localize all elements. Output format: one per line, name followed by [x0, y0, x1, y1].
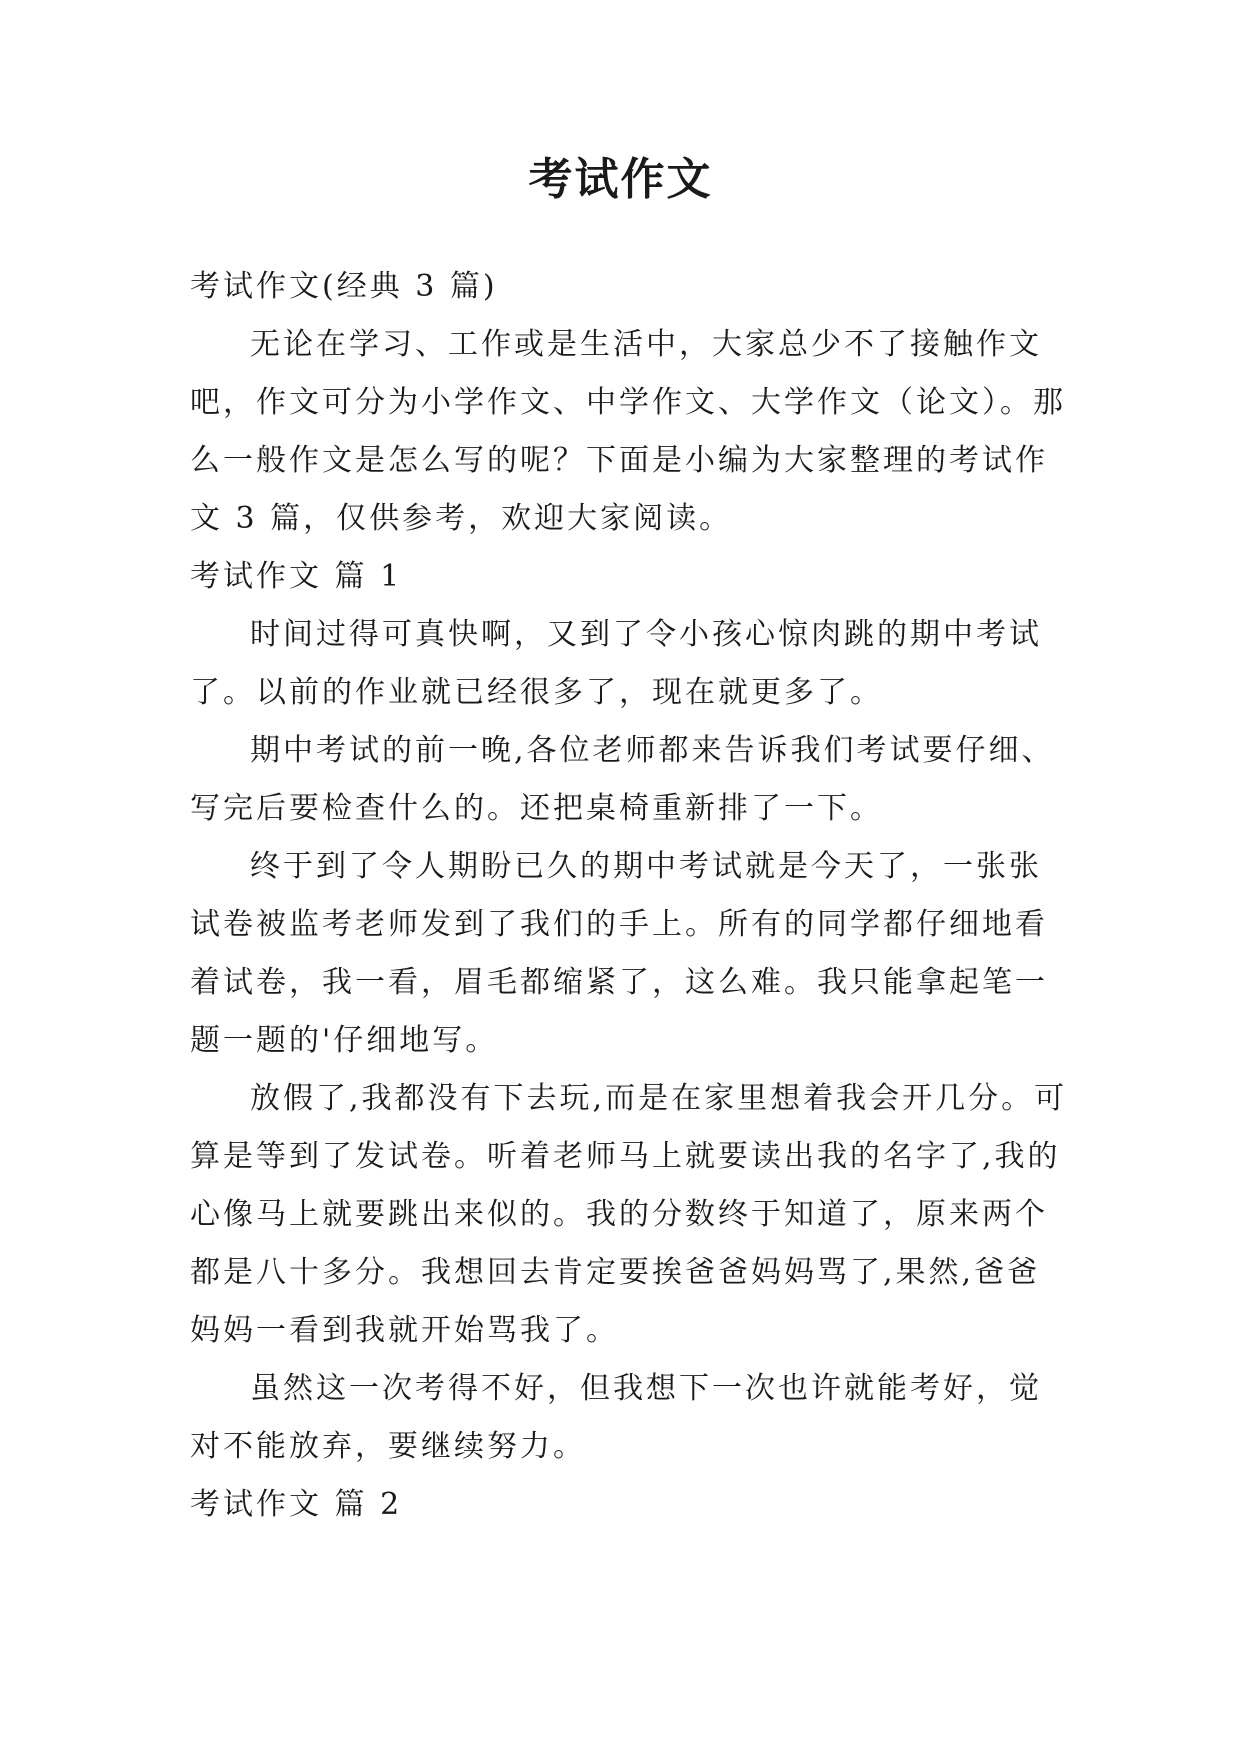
section-1-paragraph-1: 时间过得可真快啊，又到了令小孩心惊肉跳的期中考试了。以前的作业就已经很多了，现在就更多了。 [190, 617, 1042, 710]
document-subtitle: 考试作文(经典 3 篇) [190, 269, 498, 304]
section-1-heading: 考试作文 篇 1 [190, 559, 403, 594]
section-1-paragraph-2: 期中考试的前一晚,各位老师都来告诉我们考试要仔细、写完后要检查什么的。还把桌椅重新排了一下。 [190, 733, 1055, 826]
section-2-heading: 考试作文 篇 2 [190, 1487, 403, 1522]
section-1-paragraph-4: 放假了,我都没有下去玩,而是在家里想着我会开几分。可算是等到了发试卷。听着老师马上就要读出我的名字了,我的心像马上就要跳出来似的。我的分数终于知道了，原来两个都是八十多分。我想回去肯定要挨爸爸妈妈骂了,果然,爸爸妈妈一看到我就开始骂我了。 [190, 1081, 1068, 1348]
document-title: 考试作文 [528, 154, 713, 205]
section-1-paragraph-3: 终于到了令人期盼已久的期中考试就是今天了，一张张试卷被监考老师发到了我们的手上。所有的同学都仔细地看着试卷，我一看，眉毛都缩紧了，这么难。我只能拿起笔一题一题的'仔细地写。 [190, 849, 1048, 1058]
intro-paragraph: 无论在学习、工作或是生活中，大家总少不了接触作文吧，作文可分为小学作文、中学作文、大学作文（论文）。那么一般作文是怎么写的呢？下面是小编为大家整理的考试作文 3 篇，仅供参考，欢迎大家阅读。 [190, 327, 1066, 536]
section-1-paragraph-5: 虽然这一次考得不好，但我想下一次也许就能考好，觉对不能放弃，要继续努力。 [190, 1371, 1042, 1464]
document-body [190, 258, 1070, 1534]
